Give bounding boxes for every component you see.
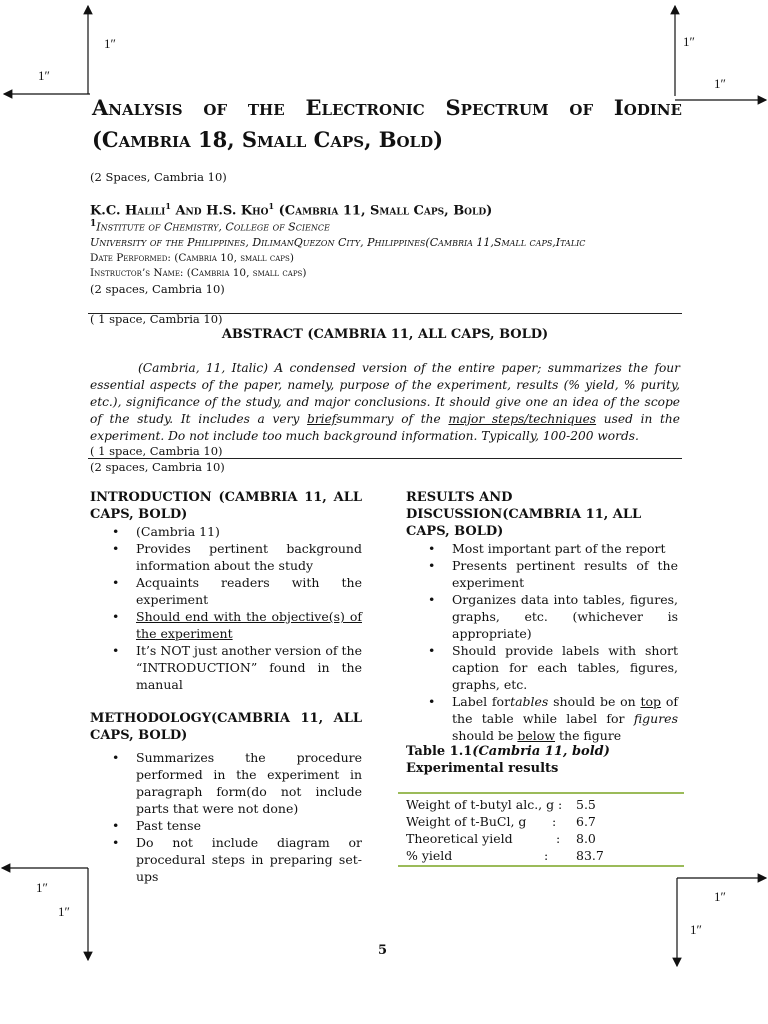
results-list	[406, 540, 678, 744]
results-table	[398, 792, 684, 867]
left-column	[90, 489, 362, 885]
margin-label-bottom-right-horizontal: 1″	[714, 889, 726, 904]
table-cell-separator: :	[552, 814, 557, 829]
spacing-note: ( 1 space, Cambria 10)	[90, 444, 223, 458]
abstract-body	[90, 360, 680, 445]
table-cell-value: 5.5	[576, 797, 596, 812]
margin-label-bottom-right-vertical: 1″	[690, 922, 702, 937]
list-item-underlined: Should end with the objective(s) of the experiment	[136, 609, 362, 641]
table-cell-value: 83.7	[576, 848, 604, 863]
affiliation-superscript: 1	[90, 219, 97, 229]
table-caption-text: Experimental results	[406, 761, 559, 776]
text-run: below	[517, 728, 556, 743]
spacing-note: (2 spaces, Cambria 10)	[90, 282, 225, 296]
list-item: • Presents pertinent results of the experiment	[406, 557, 678, 591]
list-item: • Summarizes the procedure performed in the experiment in paragraph form(do not include parts that were not done)	[90, 749, 362, 817]
table-cell-separator: :	[556, 831, 561, 846]
divider	[88, 458, 682, 459]
table-cell-label: Weight of t-BuCl, g	[406, 814, 527, 829]
affiliation-line-2: University of the Philippines, DilimanQuezon City, Philippines(Cambria 11,Small caps,Italic	[90, 236, 586, 249]
text-run: should be on	[548, 694, 641, 709]
abstract-underlined: major steps/techniques	[448, 412, 597, 426]
list-item: • Organizes data into tables, figures, graphs, etc. (whichever is appropriate)	[406, 591, 678, 642]
text-run: of the table while label for	[452, 694, 678, 726]
introduction-heading: INTRODUCTION (CAMBRIA 11, ALL CAPS, BOLD)	[90, 490, 362, 522]
author-superscript: 1	[268, 201, 275, 211]
methodology-list	[90, 749, 362, 885]
text-run: figures	[633, 711, 678, 726]
date-performed: Date Performed: (Cambria 10, small caps)	[90, 252, 294, 264]
table-row	[398, 830, 684, 847]
results-heading: RESULTS AND DISCUSSION(CAMBRIA 11, ALL CAPS, BOLD)	[406, 490, 642, 539]
table-cell-label: Theoretical yield	[406, 831, 513, 846]
list-item: • Should provide labels with short caption for each tables, figures, graphs, etc.	[406, 642, 678, 693]
abstract-text: used in the experiment. Do not include too much background information. Typically, 100-200 words.	[90, 412, 680, 443]
text-run: should be	[452, 728, 518, 743]
table-row	[398, 847, 684, 864]
margin-label-top-left-horizontal: 1″	[38, 68, 50, 83]
list-item	[90, 608, 362, 642]
list-item: • Provides pertinent background information about the study	[90, 540, 362, 574]
list-item	[406, 693, 678, 744]
table-cell-separator: :	[544, 848, 549, 863]
table-caption-number: Table 1.1	[406, 744, 473, 759]
page-number: 5	[378, 943, 388, 958]
affiliation-institute: Institute of Chemistry, College of Science	[96, 220, 330, 234]
margin-label-bottom-left-vertical: 1″	[58, 904, 70, 919]
margin-label-top-right-vertical: 1″	[683, 34, 695, 49]
margin-label-top-right-horizontal: 1″	[714, 76, 726, 91]
list-item: • (Cambria 11)	[90, 523, 362, 540]
list-item: • Most important part of the report	[406, 540, 678, 557]
abstract-text: summary of the	[336, 412, 449, 426]
abstract-heading: ABSTRACT (CAMBRIA 11, ALL CAPS, BOLD)	[221, 327, 549, 342]
list-item: • Past tense	[90, 817, 362, 834]
text-run: Label for	[452, 694, 511, 709]
table-cell-label: Weight of t-butyl alc., g	[406, 797, 555, 812]
table-row	[398, 796, 684, 813]
text-run: the figure	[555, 728, 622, 743]
text-run: tables	[510, 694, 549, 709]
abstract-text: (Cambria, 11, Italic) A condensed version of the entire paper; summarizes the four essential aspects of the paper, namely, purpose of the experiment, results (% yield, % purity, etc.), significance of the study, and major conclusions. It should give one an idea of the scope of the study. It includes a very	[90, 361, 680, 426]
spacing-note: (2 Spaces, Cambria 10)	[90, 170, 227, 184]
introduction-list	[90, 523, 362, 693]
right-column	[406, 489, 678, 744]
instructor-name: Instructor’s Name: (Cambria 10, small caps)	[90, 267, 307, 279]
abstract-underlined: brief	[307, 412, 337, 426]
author-names: K.C. Halili	[90, 203, 166, 219]
table-row	[398, 813, 684, 830]
table-cell-value: 6.7	[576, 814, 596, 829]
margin-label-bottom-left-horizontal: 1″	[36, 880, 48, 895]
table-cell-label: % yield	[406, 848, 453, 863]
paper-title: Analysis of the Electronic Spectrum of Iodine (Cambria 18, Small Caps, Bold)	[92, 95, 682, 152]
list-item: • Do not include diagram or procedural steps in preparing set-ups	[90, 834, 362, 885]
author-superscript: 1	[165, 201, 171, 211]
table-caption	[406, 743, 678, 777]
spacing-note: ( 1 space, Cambria 10)	[90, 312, 223, 326]
author-second: And H.S. Kho	[170, 203, 269, 219]
list-item: • Acquaints readers with the experiment	[90, 574, 362, 608]
methodology-heading: METHODOLOGY(CAMBRIA 11, ALL CAPS, BOLD)	[90, 711, 362, 743]
authors-line	[90, 201, 492, 218]
text-run: top	[640, 694, 662, 709]
spacing-note: (2 spaces, Cambria 10)	[90, 460, 225, 474]
margin-label-top-left-vertical: 1″	[104, 36, 116, 51]
table-cell-value: 8.0	[576, 831, 596, 846]
author-format-note: (Cambria 11, Small Caps, Bold)	[274, 203, 493, 219]
table-cell-separator: :	[558, 797, 563, 812]
list-item: • It’s NOT just another version of the “INTRODUCTION” found in the manual	[90, 642, 362, 693]
table-caption-format-note: (Cambria 11, bold)	[472, 744, 610, 759]
affiliation-line-1	[90, 219, 330, 234]
